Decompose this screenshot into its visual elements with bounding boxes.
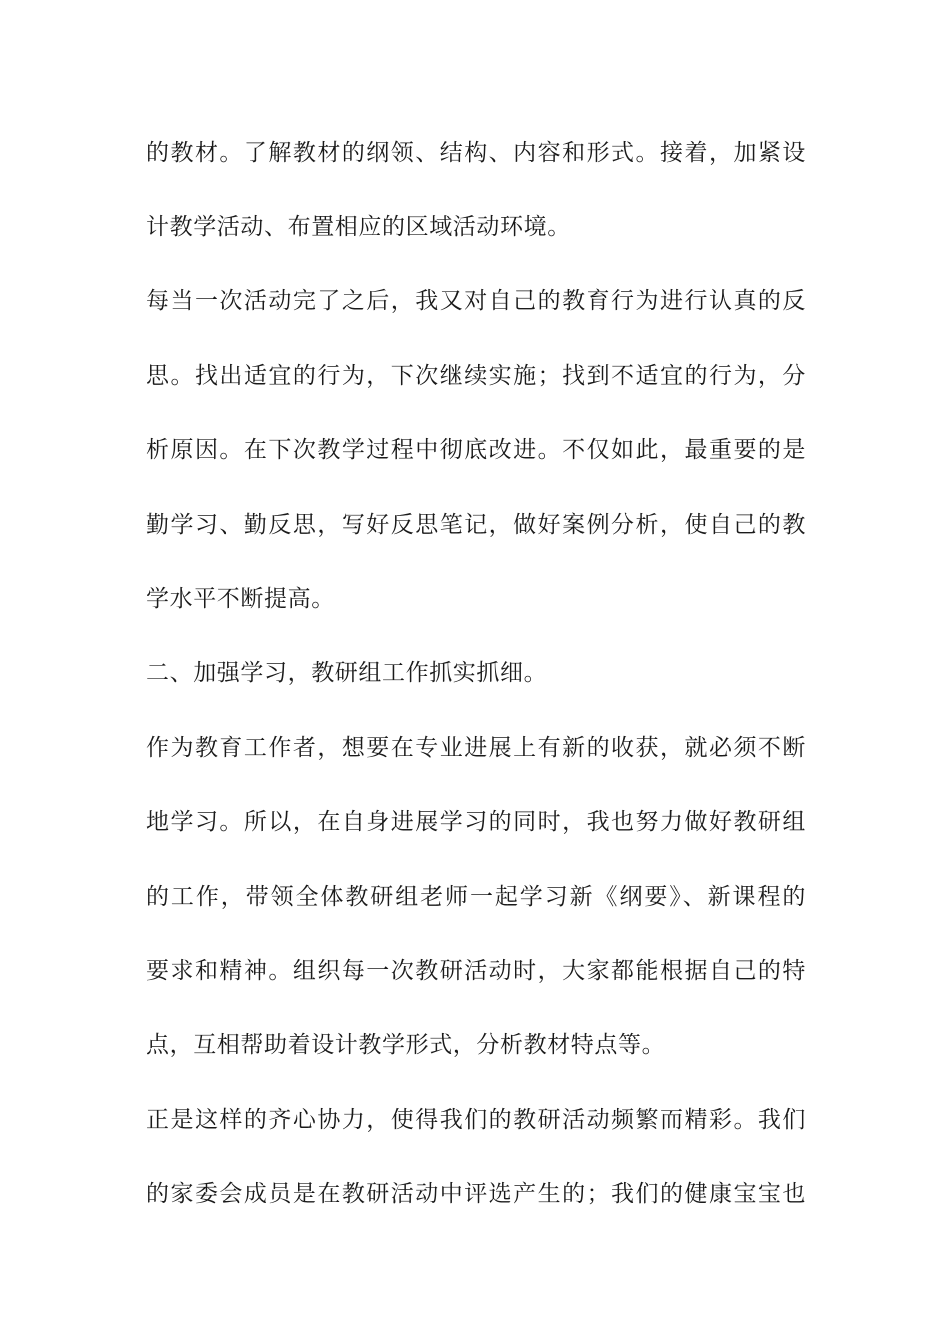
- text-line-6: 勤学习、勤反思，写好反思笔记，做好案例分析，使自己的教: [146, 512, 806, 538]
- text-line-11: 的工作，带领全体教研组老师一起学习新《纲要》、新课程的: [146, 884, 806, 910]
- text-line-5: 析原因。在下次教学过程中彻底改进。不仅如此，最重要的是: [146, 437, 806, 463]
- text-line-7: 学水平不断提高。: [146, 586, 335, 612]
- text-line-12: 要求和精神。组织每一次教研活动时，大家都能根据自己的特: [146, 958, 806, 984]
- text-line-14: 正是这样的齐心协力，使得我们的教研活动频繁而精彩。我们: [146, 1107, 806, 1133]
- text-line-4: 思。找出适宜的行为，下次继续实施；找到不适宜的行为，分: [146, 363, 806, 389]
- text-line-2: 计教学活动、布置相应的区域活动环境。: [146, 214, 571, 240]
- text-line-1: 的教材。了解教材的纲领、结构、内容和形式。接着，加紧设: [146, 140, 806, 166]
- text-line-3: 每当一次活动完了之后，我又对自己的教育行为进行认真的反: [146, 288, 806, 314]
- text-line-10: 地学习。所以，在自身进展学习的同时，我也努力做好教研组: [146, 809, 806, 835]
- text-line-13: 点，互相帮助着设计教学形式，分析教材特点等。: [146, 1032, 666, 1058]
- text-line-15: 的家委会成员是在教研活动中评选产生的；我们的健康宝宝也: [146, 1181, 806, 1207]
- text-line-9: 作为教育工作者，想要在专业进展上有新的收获，就必须不断: [146, 735, 806, 761]
- section-heading: 二、加强学习，教研组工作抓实抓细。: [146, 660, 548, 686]
